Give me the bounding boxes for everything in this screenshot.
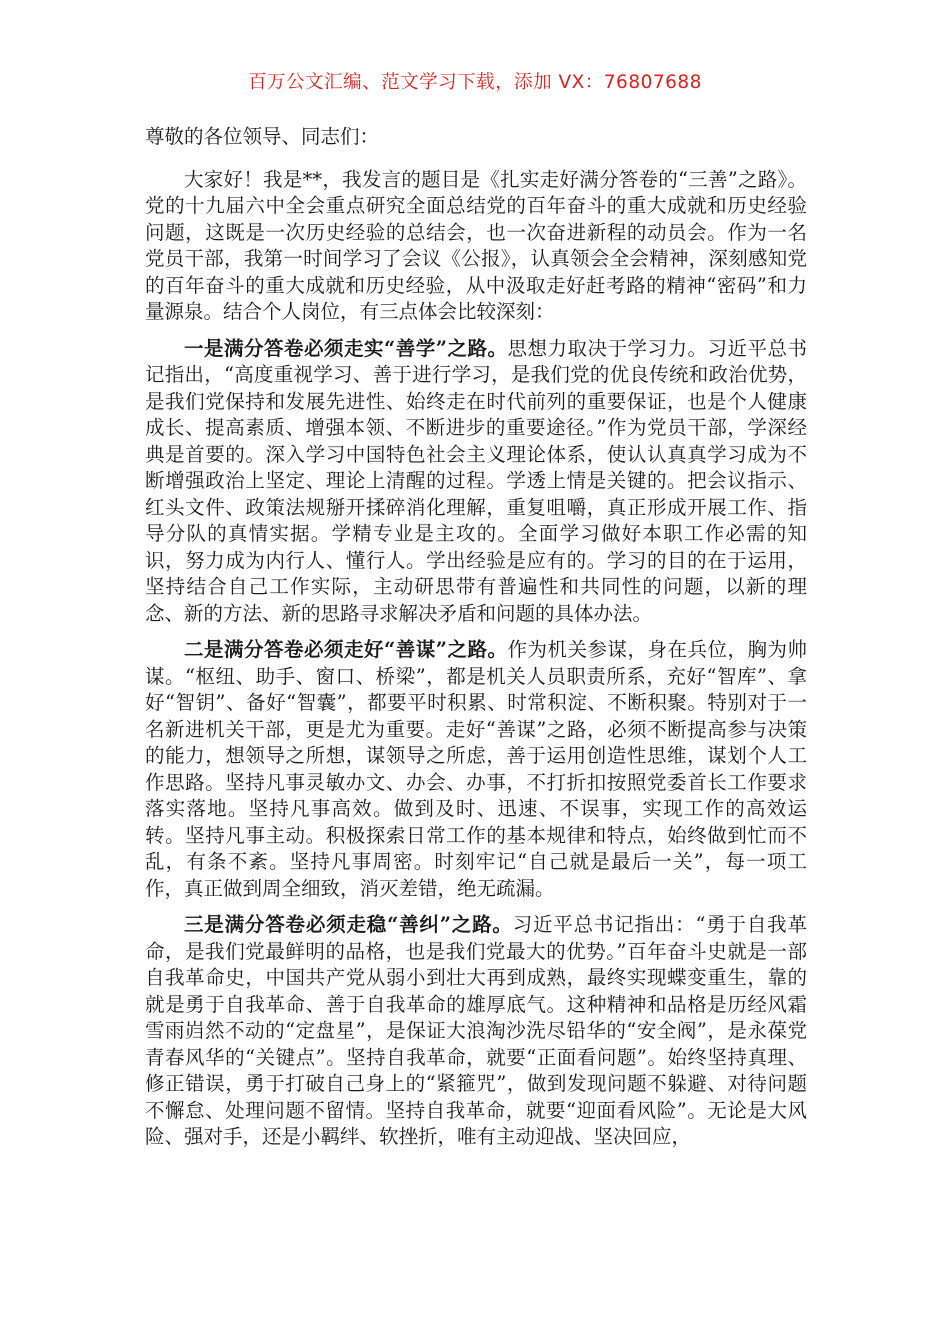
section-2-body: 作为机关参谋，身在兵位，胸为帅谋。“枢纽、助手、窗口、桥梁”，都是机关人员职责所系，充好“智库”、拿好“智钥”、备好“智囊”，都要平时积累、时常积淀、不断积聚。特别对于一名新进机关干部，更是尤为重要。走好“善谋”之路，必须不断提高参与决策的能力，想领导之所想，谋领导之所虑，善于运用创造性思维，谋划个人工作思路。坚持凡事灵敏办文、办会、办事，不打折扣按照党委首长工作要求落实落地。坚持凡事高效。做到及时、迅速、不误事，实现工作的高效运转。坚持凡事主动。积极探索日常工作的基本规律和特点，始终做到忙而不乱，有条不紊。坚持凡事周密。时刻牢记“自己就是最后一关”，每一项工作，真正做到周全细致，消灭差错，绝无疏漏。 [145, 638, 807, 900]
section-3-heading: 三是满分答卷必须走稳“善纠”之路。 [184, 913, 513, 936]
section-3-paragraph [145, 912, 807, 1151]
greeting: 尊敬的各位领导、同志们： [145, 125, 380, 148]
section-3-body: 习近平总书记指出：“勇于自我革命，是我们党最鲜明的品格，也是我们党最大的优势。”百年奋斗史就是一部自我革命史，中国共产党从弱小到壮大再到成熟，最终实现蝶变重生，靠的就是勇于自我革命、善于自我革命的雄厚底气。这种精神和品格是历经风霜雪雨岿然不动的“定盘星”，是保证大浪淘沙洗尽铅华的“安全阀”，是永葆党青春风华的“关键点”。坚持自我革命，就要“正面看问题”。始终坚持真理、修正错误，勇于打破自己身上的“紧箍咒”，做到发现问题不躲避、对待问题不懈怠、处理问题不留情。坚持自我革命，就要“迎面看风险”。无论是大风险、强对手，还是小羁绊、软挫折，唯有主动迎战、坚决回应， [145, 913, 807, 1148]
section-2-heading: 二是满分答卷必须走好“善谋”之路。 [184, 638, 508, 661]
section-1-paragraph [145, 336, 807, 628]
speech-document [145, 124, 807, 1161]
section-2-paragraph [145, 637, 807, 902]
section-1-body: 思想力取决于学习力。习近平总书记指出，“高度重视学习、善于进行学习，是我们党的优良传统和政治优势，是我们党保持和发展先进性、始终走在时代前列的重要保证，也是个人健康成长、提高素质、增强本领、不断进步的重要途径。”作为党员干部，学深经典是首要的。深入学习中国特色社会主义理论体系，使认认真真学习成为不断增强政治上坚定、理论上清醒的过程。学透上情是关键的。把会议指示、红头文件、政策法规掰开揉碎消化理解，重复咀嚼，真正形成开展工作、指导分队的真情实据。学精专业是主攻的。全面学习做好本职工作必需的知识，努力成为内行人、懂行人。学出经验是应有的。学习的目的在于运用，坚持结合自己工作实际，主动研思带有普遍性和共同性的问题，以新的理念、新的方法、新的思路寻求解决矛盾和问题的具体办法。 [145, 336, 807, 625]
section-1-heading: 一是满分答卷必须走实“善学”之路。 [184, 336, 508, 360]
intro-paragraph: 大家好！我是**，我发言的题目是《扎实走好满分答卷的“三善”之路》。党的十九届六中全会重点研究全面总结党的百年奋斗的重大成就和历史经验问题，这既是一次历史经验的总结会，也一次奋进新程的动员会。作为一名党员干部，我第一时间学习了会议《公报》，认真领会全会精神，深刻感知党的百年奋斗的重大成就和历史经验，从中汲取走好赶考路的精神“密码”和力量源泉。结合个人岗位，有三点体会比较深刻： [145, 167, 807, 323]
download-banner: 百万公文汇编、范文学习下载，添加 VX：76807688 [248, 72, 702, 93]
